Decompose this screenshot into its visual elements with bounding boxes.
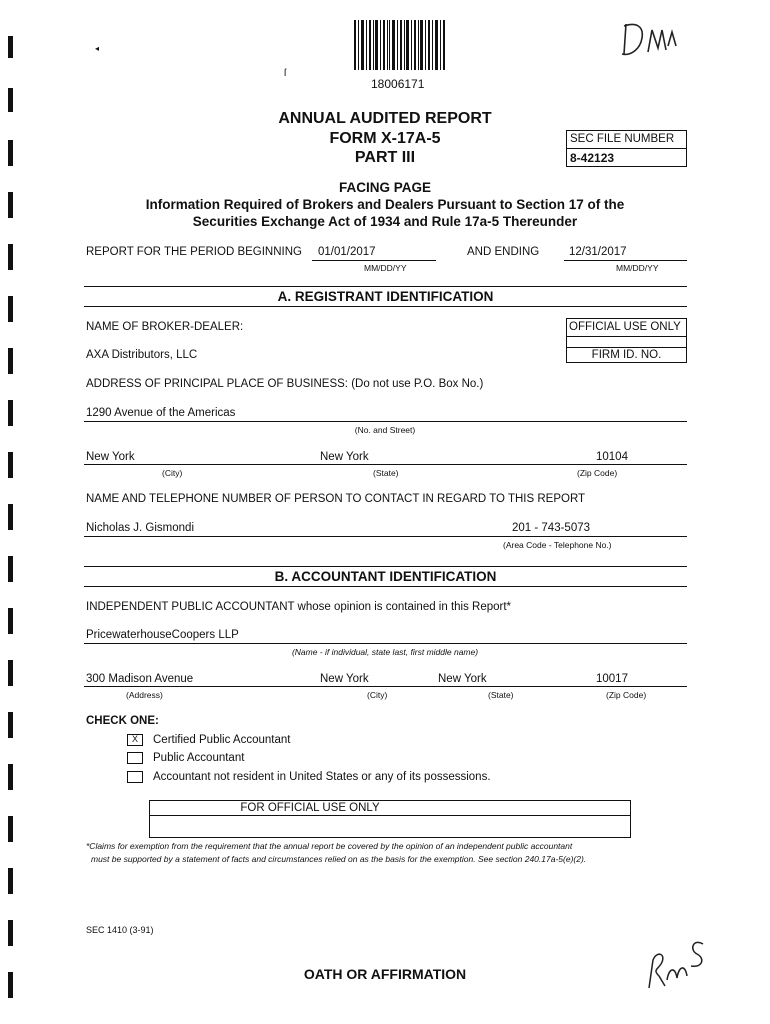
scan-mark <box>8 556 13 582</box>
scan-mark <box>8 88 13 112</box>
oath-heading: OATH OR AFFIRMATION <box>303 966 467 982</box>
section-b-heading: B. ACCOUNTANT IDENTIFICATION <box>274 569 497 584</box>
state-caption: (State) <box>373 468 399 478</box>
scan-mark <box>8 36 13 58</box>
zip-caption: (Zip Code) <box>577 468 618 478</box>
scan-mark <box>8 712 13 738</box>
period-begin-underline <box>312 260 436 261</box>
form-title: ANNUAL AUDITED REPORT <box>278 110 492 127</box>
scan-mark <box>8 296 13 322</box>
checkbox-accountant-not-resident[interactable] <box>127 771 143 783</box>
broker-dealer-label: NAME OF BROKER-DEALER: <box>86 321 244 333</box>
principal-address-label: ADDRESS OF PRINCIPAL PLACE OF BUSINESS: (Do not use P.O. Box No.) <box>86 378 484 390</box>
facing-page-heading: FACING PAGE <box>338 180 431 195</box>
period-end-value: 12/31/2017 <box>569 246 627 258</box>
checkbox-public-accountant[interactable] <box>127 752 143 764</box>
sec-file-number-box <box>566 130 687 167</box>
accountant-name-underline <box>84 643 687 644</box>
handwritten-initials-rms <box>643 930 723 994</box>
section-a-rule-bottom <box>84 306 687 307</box>
street-underline <box>84 421 687 422</box>
accountant-name: PricewaterhouseCoopers LLP <box>86 629 239 641</box>
contact-underline <box>84 536 687 537</box>
accountant-name-caption: (Name - if individual, state last, first middle name) <box>291 647 479 657</box>
contact-label: NAME AND TELEPHONE NUMBER OF PERSON TO CONTACT IN REGARD TO THIS REPORT <box>86 493 586 505</box>
barcode-image <box>354 20 446 70</box>
scan-mark <box>8 400 13 426</box>
street-caption: (No. and Street) <box>354 425 416 435</box>
scan-mark <box>8 764 13 790</box>
form-part: PART III <box>354 149 416 166</box>
street-address: 1290 Avenue of the Americas <box>86 407 236 419</box>
option-public-accountant: Public Accountant <box>153 752 245 764</box>
scan-mark <box>8 244 13 270</box>
accountant-label: INDEPENDENT PUBLIC ACCOUNTANT whose opinion is contained in this Report* <box>86 601 512 613</box>
accountant-city: New York <box>320 673 369 685</box>
section-b-rule-top <box>84 566 687 567</box>
sec-file-number: 8-42123 <box>570 151 615 165</box>
period-begin-format: MM/DD/YY <box>364 263 407 273</box>
scan-mark <box>8 816 13 842</box>
accountant-state: New York <box>438 673 487 685</box>
form-number: FORM X-17A-5 <box>329 130 441 147</box>
city-value: New York <box>86 451 135 463</box>
accountant-address-caption: (Address) <box>126 690 163 700</box>
period-end-format: MM/DD/YY <box>616 263 659 273</box>
period-begin-value: 01/01/2017 <box>318 246 376 258</box>
city-state-zip-underline <box>84 464 687 465</box>
check-one-label: CHECK ONE: <box>86 715 159 727</box>
facing-page-line1: Information Required of Brokers and Dealers Pursuant to Section 17 of the <box>145 197 625 212</box>
scan-mark <box>8 348 13 374</box>
footnote-line1: *Claims for exemption from the requirement that the annual report be covered by the opinion of an independent public accountant <box>86 841 573 851</box>
sec-file-label: SEC FILE NUMBER <box>570 133 675 145</box>
footnote-line2: must be supported by a statement of facts and circumstances relied on as the basis for the exemption. See section 240.17a-5(e)(2). <box>91 854 587 864</box>
handwritten-initials-dm <box>616 16 680 60</box>
period-end-underline <box>564 260 687 261</box>
option-certified-public-accountant: Certified Public Accountant <box>153 734 291 746</box>
accountant-city-caption: (City) <box>367 690 388 700</box>
section-a-rule-top <box>84 286 687 287</box>
form-code: SEC 1410 (3-91) <box>86 925 154 935</box>
scan-speck: ſ <box>284 68 287 79</box>
section-b-rule-bottom <box>84 586 687 587</box>
accountant-address: 300 Madison Avenue <box>86 673 194 685</box>
accountant-zip: 10017 <box>596 673 628 685</box>
for-official-use-box <box>149 800 631 838</box>
scan-mark <box>8 660 13 686</box>
scan-mark <box>8 608 13 634</box>
for-official-use-label: FOR OFFICIAL USE ONLY <box>240 802 380 814</box>
city-caption: (City) <box>162 468 183 478</box>
period-end-label: AND ENDING <box>467 246 540 258</box>
accountant-address-underline <box>84 686 687 687</box>
official-use-label: OFFICIAL USE ONLY <box>569 321 681 333</box>
checkbox-certified-public-accountant[interactable]: X <box>127 734 143 746</box>
broker-dealer-name: AXA Distributors, LLC <box>86 349 198 361</box>
state-value: New York <box>320 451 369 463</box>
accountant-zip-caption: (Zip Code) <box>606 690 647 700</box>
phone-caption: (Area Code - Telephone No.) <box>503 540 612 550</box>
official-use-firm-box <box>566 318 687 363</box>
scan-mark <box>8 504 13 530</box>
document-id: 18006171 <box>371 77 425 91</box>
scan-mark <box>8 920 13 946</box>
facing-page-line2: Securities Exchange Act of 1934 and Rule 17a-5 Thereunder <box>192 214 578 229</box>
option-accountant-not-resident: Accountant not resident in United States or any of its possessions. <box>153 771 491 783</box>
firm-id-label: FIRM ID. NO. <box>591 349 662 361</box>
scan-mark <box>8 868 13 894</box>
accountant-state-caption: (State) <box>488 690 514 700</box>
scan-mark <box>8 452 13 478</box>
section-a-heading: A. REGISTRANT IDENTIFICATION <box>277 289 494 304</box>
period-begin-label: REPORT FOR THE PERIOD BEGINNING <box>86 246 302 258</box>
zip-value: 10104 <box>596 451 628 463</box>
contact-name: Nicholas J. Gismondi <box>86 522 195 534</box>
scan-speck: ◂ <box>95 44 100 53</box>
contact-phone: 201 - 743-5073 <box>512 522 591 534</box>
